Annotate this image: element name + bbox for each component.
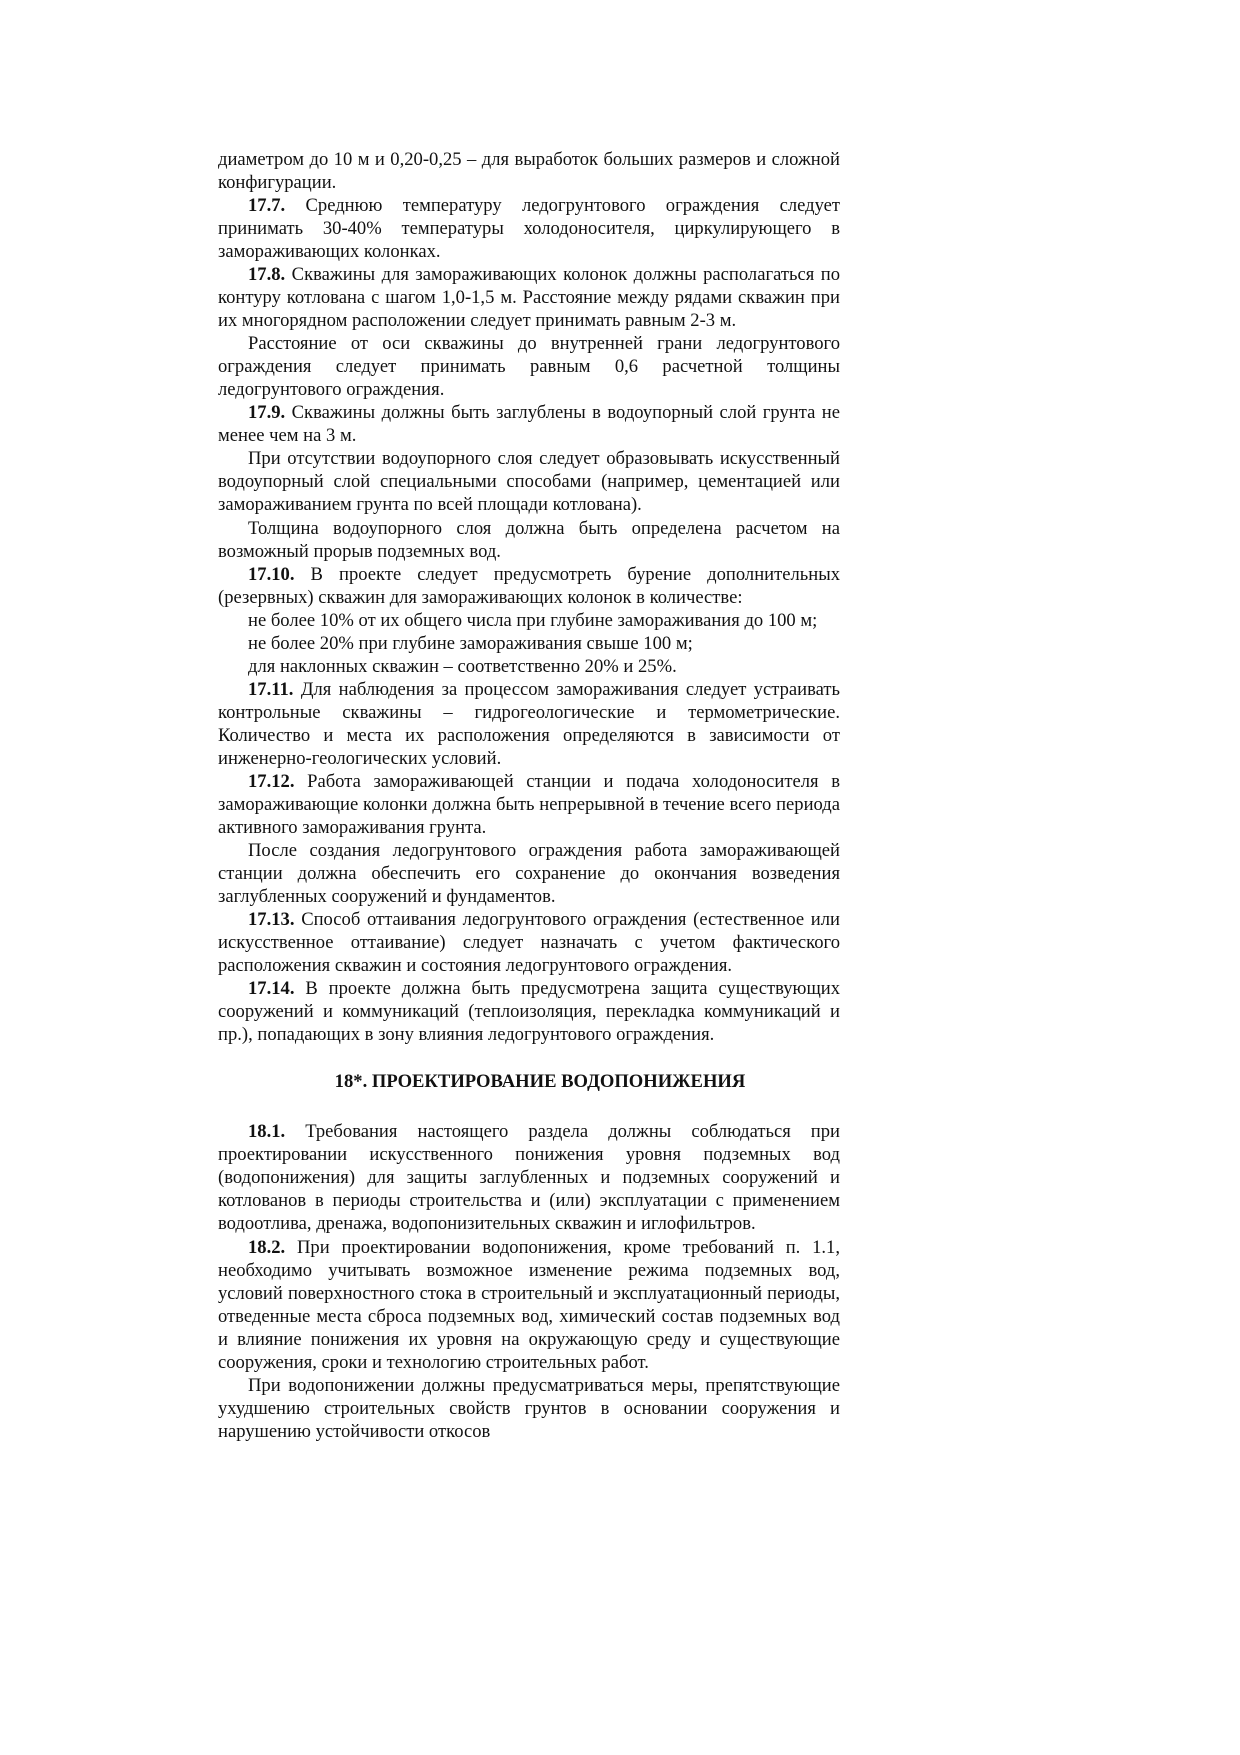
paragraph-text: При отсутствии водоупорного слоя следует образовывать искусственный водоупорный слой специальными способами (например, цементацией или замораживанием грунта по всей площади котлована). bbox=[218, 448, 840, 516]
clause-number: 17.9. bbox=[248, 402, 286, 424]
paragraph-text: В проекте должна быть предусмотрена защита существующих сооружений и коммуникаций (теплоизоляция, перекладка коммуникаций и пр.), попадающих в зону влияния ледогрунтового ограждения. bbox=[218, 978, 841, 1046]
paragraph-text: Толщина водоупорного слоя должна быть определена расчетом на возможный прорыв подземных вод. bbox=[218, 517, 840, 562]
paragraph-text: диаметром до 10 м и 0,20-0,25 – для выработок больших размеров и сложной конфигурации. bbox=[218, 149, 840, 193]
paragraph-text: Скважины для замораживающих колонок должны располагаться по контуру котлована с шагом 1,0-1,5 м. Расстояние между рядами скважин при их многорядном расположении следует принимать равным 2-3 м. bbox=[218, 264, 840, 332]
paragraph-text: Требования настоящего раздела должны соблюдаться при проектировании искусственного понижения уровня подземных вод (водопонижения) для защиты заглубленных и подземных сооружений и котлованов в периоды строительства и (или) эксплуатации с применением водоотлива, дренажа, водопонизительных скважин и иглофильтров. bbox=[218, 1121, 840, 1235]
paragraph-text: При проектировании водопонижения, кроме требований п. 1.1, необходимо учитывать возможное изменение режима подземных вод, условий поверхностного стока в строительный и эксплуатационный периоды, отведенные места сброса подземных вод, химический состав подземных вод и влияние понижения их уровня на окружающую среду и существующие сооружения, сроки и технологию строительных работ. bbox=[218, 1236, 840, 1373]
paragraph-text: Способ оттаивания ледогрунтового ограждения (естественное или искусственное оттаивание) следует назначать с учетом фактического расположения скважин и состояния ледогрунтового ограждения. bbox=[218, 909, 840, 977]
paragraph bbox=[218, 401, 840, 447]
paragraph bbox=[218, 770, 840, 839]
paragraph-text: После создания ледогрунтового ограждения работа замораживающей станции должна обеспечить его сохранение до окончания возведения заглубленных сооружений и фундаментов. bbox=[218, 840, 840, 908]
paragraph-text: Расстояние от оси скважины до внутренней грани ледогрунтового ограждения следует принимать равным 0,6 расчетной толщины ледогрунтового ограждения. bbox=[218, 333, 840, 401]
clause-number: 17.14. bbox=[248, 978, 295, 1000]
paragraph-text: для наклонных скважин – соответственно 20% и 25%. bbox=[248, 655, 677, 677]
paragraph-text: не более 20% при глубине замораживания свыше 100 м; bbox=[248, 632, 693, 654]
paragraph bbox=[218, 148, 840, 194]
section-18 bbox=[218, 1120, 840, 1442]
paragraph bbox=[218, 655, 840, 678]
clause-number: 18.1. bbox=[248, 1121, 286, 1143]
clause-number: 17.12. bbox=[248, 771, 295, 793]
paragraph-text: Скважины должны быть заглублены в водоупорный слой грунта не менее чем на 3 м. bbox=[218, 402, 840, 447]
clause-number: 17.13. bbox=[248, 909, 295, 931]
clause-number: 17.8. bbox=[248, 264, 286, 286]
paragraph bbox=[218, 563, 840, 609]
section-17-continued bbox=[218, 148, 840, 1046]
clause-number: 17.11. bbox=[248, 679, 294, 701]
paragraph-text: Для наблюдения за процессом замораживания следует устраивать контрольные скважины – гидрогеологические и термометрические. Количество и места их расположения определяются в зависимости от инженерно-геологических условий. bbox=[218, 679, 840, 770]
paragraph-text: Среднюю температуру ледогрунтового ограждения следует принимать 30-40% температуры холодоносителя, циркулирующего в замораживающих колонках. bbox=[218, 195, 841, 263]
paragraph bbox=[218, 332, 840, 401]
paragraph bbox=[218, 609, 840, 632]
paragraph-text: В проекте следует предусмотреть бурение дополнительных (резервных) скважин для замораживающих колонок в количестве: bbox=[218, 563, 840, 608]
paragraph bbox=[218, 908, 840, 977]
paragraph bbox=[218, 1374, 840, 1443]
paragraph bbox=[218, 1120, 840, 1235]
clause-number: 17.7. bbox=[248, 195, 286, 217]
paragraph bbox=[218, 839, 840, 908]
section-heading: 18*. ПРОЕКТИРОВАНИЕ ВОДОПОНИЖЕНИЯ bbox=[334, 1071, 746, 1093]
paragraph bbox=[218, 1236, 840, 1374]
paragraph-text: Работа замораживающей станции и подача холодоносителя в замораживающие колонки должна быть непрерывной в течение всего периода активного замораживания грунта. bbox=[218, 771, 840, 839]
clause-number: 18.2. bbox=[248, 1236, 286, 1258]
paragraph-text: При водопонижении должны предусматриваться меры, препятствующие ухудшению строительных свойств грунтов в основании сооружения и нарушению устойчивости откосов bbox=[218, 1374, 840, 1442]
paragraph bbox=[218, 447, 840, 516]
paragraph bbox=[218, 678, 840, 770]
paragraph bbox=[218, 632, 840, 655]
paragraph bbox=[218, 517, 840, 563]
paragraph bbox=[218, 263, 840, 332]
paragraph bbox=[218, 194, 840, 263]
document-body bbox=[218, 148, 840, 1443]
paragraph bbox=[218, 977, 840, 1046]
clause-number: 17.10. bbox=[248, 563, 295, 585]
paragraph-text: не более 10% от их общего числа при глубине замораживания до 100 м; bbox=[248, 609, 818, 631]
